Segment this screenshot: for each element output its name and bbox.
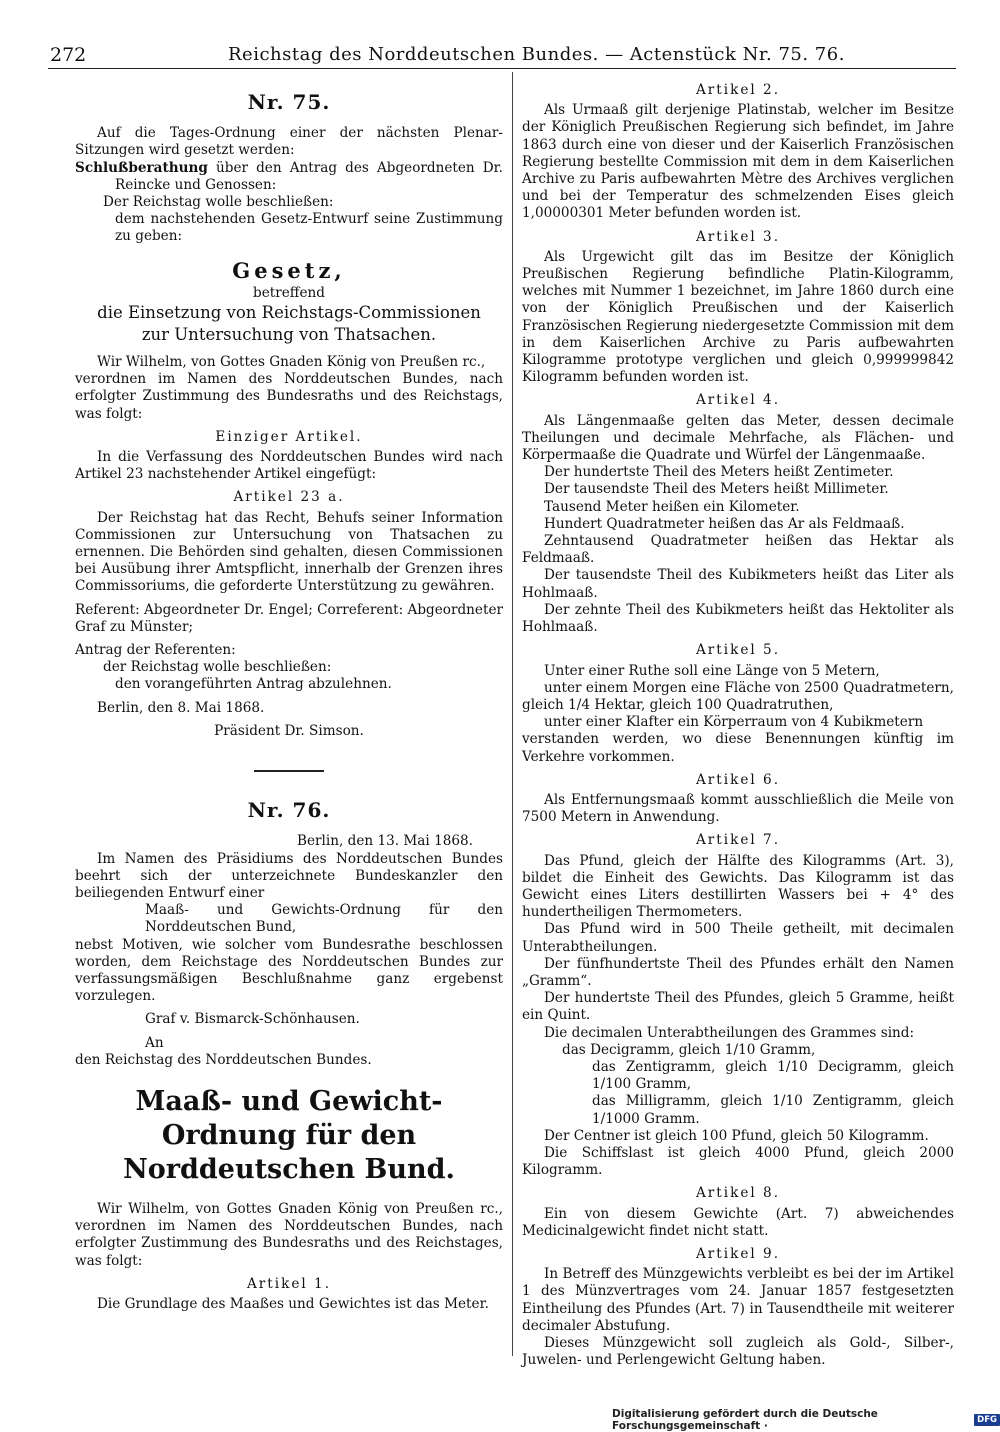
paragraph: unter einer Klafter ein Körperraum von 4 Kubikmetern <box>544 714 924 731</box>
document-number-76: Nr. 76. <box>247 798 331 823</box>
paragraph <box>75 160 503 194</box>
paragraph-text: über den Antrag des Abgeordneten Dr. Reincke und Genossen: <box>115 159 503 193</box>
paragraph: Referent: Abgeordneter Dr. Engel; Correferent: Abgeordneter Graf zu Münster; <box>75 601 503 635</box>
right-column <box>522 76 954 1369</box>
paragraph: den Reichstag des Norddeutschen Bundes. <box>75 1051 372 1068</box>
paragraph: Wir Wilhelm, von Gottes Gnaden König von Preußen rc., verordnen im Namen des Norddeutschen Bundes, nach erfolgter Zustimmung des Bundesraths und des Reichstages, was folgt: <box>75 1200 503 1269</box>
gesetz-heading: Gesetz, <box>232 257 346 283</box>
paragraph: Der hundertste Theil des Meters heißt Zentimeter. <box>544 464 894 481</box>
left-column <box>75 76 503 1313</box>
bold-term: Schlußberathung <box>75 159 208 176</box>
paragraph: Der hundertste Theil des Pfundes, gleich 5 Gramme, heißt ein Quint. <box>522 990 954 1024</box>
paragraph: Der tausendste Theil des Meters heißt Millimeter. <box>544 481 889 498</box>
article-heading: Artikel 7. <box>695 832 781 849</box>
list-item: das Decigramm, gleich 1/10 Gramm, <box>562 1041 816 1058</box>
paragraph: Als Urgewicht gilt das im Besitze der Königlich Preußischen Regierung befindliche Platin-Kilogramm, welches mit Nummer 1 bezeichnet, im Jahre 1860 durch eine von der Königlich Preußischen und der Kaiserlich Französischen Regierung niedergesetzte Commission mit dem in dem Kaiserlichen Archive zu Paris aufbewahrten Kilogramme prototype verglichen und gleich 0,999999842 Kilogramm befunden worden ist. <box>522 248 954 386</box>
article-heading: Artikel 4. <box>695 392 781 409</box>
article-heading: Artikel 23 a. <box>233 489 345 506</box>
paragraph: Als Urmaaß gilt derjenige Platinstab, welcher im Besitze der Königlich Preußischen Regierung sich befindet, im Jahre 1863 durch eine von dieser und der Kaiserlich Französischen Regierung bestellte Commission mit dem in dem Kaiserlichen Archive zu Paris aufbewahrten Mètre des Archives verglichen und bei der Temperatur des schmelzenden Eises gleich 1,00000301 Meter befunden worden ist. <box>522 102 954 222</box>
paragraph: Der Centner ist gleich 100 Pfund, gleich 50 Kilogramm. <box>544 1127 929 1144</box>
paragraph: unter einem Morgen eine Fläche von 2500 Quadratmetern, gleich 1/4 Hektar, gleich 100 Quadratruthen, <box>522 679 954 713</box>
paragraph: Im Namen des Präsidiums des Norddeutschen Bundes beehrt sich der unterzeichnete Bundeskanzler den beiliegenden Entwurf einer <box>75 850 503 901</box>
header-rule <box>48 68 956 69</box>
paragraph: Als Längenmaaße gelten das Meter, dessen decimale Theilungen und decimale Mehrfache, als Flächen- und Körpermaaße die Quadrate und Würfel der Längenmaaße. <box>522 412 954 464</box>
list-item: das Milligramm, gleich 1/10 Zentigramm, gleich 1/1000 Gramm. <box>592 1093 954 1127</box>
date-line: Berlin, den 13. Mai 1868. <box>297 833 473 850</box>
paragraph: Hundert Quadratmeter heißen das Ar als Feldmaaß. <box>544 515 905 532</box>
paragraph: Der fünfhundertste Theil des Pfundes erhält den Namen „Gramm“. <box>522 955 954 989</box>
signature: Präsident Dr. Simson. <box>214 722 364 739</box>
document-number-75: Nr. 75. <box>247 90 331 114</box>
paragraph: dem nachstehenden Gesetz-Entwurf seine Zustimmung zu geben: <box>115 211 503 245</box>
paragraph: Als Entfernungsmaaß kommt ausschließlich die Meile von 7500 Metern in Anwendung. <box>522 791 954 826</box>
dfg-logo: DFG <box>974 1414 1000 1426</box>
footer-text: Digitalisierung gefördert durch die Deutsche Forschungsgemeinschaft · <box>612 1408 878 1432</box>
paragraph: Das Pfund wird in 500 Theile getheilt, mit decimalen Unterabtheilungen. <box>522 921 954 955</box>
paragraph: Dieses Münzgewicht soll zugleich als Gold-, Silber-, Juwelen- und Perlengewicht Geltung haben. <box>522 1335 954 1369</box>
paragraph: Antrag der Referenten: <box>75 642 236 659</box>
paragraph: Maaß- und Gewichts-Ordnung für den Norddeutschen Bund, <box>145 902 503 936</box>
paragraph: Tausend Meter heißen ein Kilometer. <box>544 498 800 515</box>
paragraph: den vorangeführten Antrag abzulehnen. <box>115 676 392 693</box>
paragraph: In die Verfassung des Norddeutschen Bundes wird nach Artikel 23 nachstehender Artikel eingefügt: <box>75 449 503 483</box>
paragraph: Der zehnte Theil des Kubikmeters heißt das Hektoliter als Hohlmaaß. <box>522 601 954 636</box>
article-heading: Artikel 8. <box>695 1185 781 1202</box>
date-line: Berlin, den 8. Mai 1868. <box>97 699 265 716</box>
betreffend-label: betreffend <box>253 284 325 301</box>
paragraph: An <box>145 1034 164 1051</box>
paragraph: In Betreff des Münzgewichts verbleibt es bei der im Artikel 1 des Münzvertrages vom 24. Januar 1857 festgesetzten Eintheilung des Pfundes (Art. 7) in Tausendtheile mit weiterer decimaler Abstufung. <box>522 1266 954 1334</box>
paragraph: Zehntausend Quadratmeter heißen das Hektar als Feldmaaß. <box>522 533 954 567</box>
paragraph: Ein von diesem Gewichte (Art. 7) abweichendes Medicinalgewicht findet nicht statt. <box>522 1205 954 1239</box>
paragraph: Das Pfund, gleich der Hälfte des Kilogramms (Art. 3), bildet die Einheit des Gewichts. Das Kilogramm ist das Gewicht eines Liters destillirten Wassers bei + 4° des hundertheiligen Thermometers. <box>522 852 954 921</box>
article-heading: Artikel 2. <box>695 82 781 98</box>
paragraph: Auf die Tages-Ordnung einer der nächsten Plenar-Sitzungen wird gesetzt werden: <box>75 125 503 159</box>
article-heading: Artikel 1. <box>246 1275 332 1292</box>
paragraph: Unter einer Ruthe soll eine Länge von 5 Metern, <box>544 662 880 679</box>
paragraph: verstanden werden, wo diese Benennungen künftig im Verkehre vorkommen. <box>522 731 954 765</box>
article-heading: Artikel 9. <box>695 1246 781 1262</box>
column-divider <box>512 72 513 1356</box>
paragraph: nebst Motiven, wie solcher vom Bundesrathe beschlossen worden, dem Reichstage des Norddeutschen Bundes zur verfassungsmäßigen Beschlußnahme ganz ergebenst vorzulegen. <box>75 936 503 1005</box>
article-heading: Artikel 5. <box>695 642 781 659</box>
signature: Graf v. Bismarck-Schönhausen. <box>145 1011 360 1028</box>
article-heading: Artikel 3. <box>695 228 781 245</box>
running-head: Reichstag des Norddeutschen Bundes. — Actenstück Nr. 75. 76. <box>228 44 845 65</box>
list-item: das Zentigramm, gleich 1/10 Decigramm, gleich 1/100 Gramm, <box>592 1058 954 1093</box>
paragraph: Der Reichstag wolle beschließen: <box>103 194 334 211</box>
paragraph: Der tausendste Theil des Kubikmeters heißt das Liter als Hohlmaaß. <box>522 567 954 601</box>
footer-credit <box>612 1408 1000 1432</box>
section-divider <box>254 770 324 772</box>
paragraph: Die decimalen Unterabtheilungen des Grammes sind: <box>544 1024 915 1041</box>
page-number: 272 <box>50 44 87 66</box>
article-heading: Einziger Artikel. <box>215 428 363 445</box>
article-heading: Artikel 6. <box>695 771 781 788</box>
main-title: Maaß- und Gewicht-Ordnung für den Norddeutschen Bund. <box>123 1085 455 1185</box>
law-subtitle: zur Untersuchung von Thatsachen. <box>141 325 437 345</box>
paragraph: der Reichstag wolle beschließen: <box>103 659 332 676</box>
paragraph: Die Schiffslast ist gleich 4000 Pfund, gleich 2000 Kilogramm. <box>522 1144 954 1179</box>
paragraph: Der Reichstag hat das Recht, Behufs seiner Information Commissionen zur Untersuchung von Thatsachen zu ernennen. Die Behörden sind gehalten, diesen Commissionen bei Ausübung ihrer Amtspflicht, innerhalb der Grenzen ihres Commissoriums, die geforderte Unterstützung zu gewähren. <box>75 509 503 595</box>
law-subtitle: die Einsetzung von Reichstags-Commissionen <box>97 303 481 323</box>
paragraph: verordnen im Namen des Norddeutschen Bundes, nach erfolgter Zustimmung des Bundesraths und des Reichstags, was folgt: <box>75 371 503 422</box>
paragraph: Die Grundlage des Maaßes und Gewichtes ist das Meter. <box>97 1295 489 1312</box>
paragraph: Wir Wilhelm, von Gottes Gnaden König von Preußen rc., <box>97 354 486 371</box>
